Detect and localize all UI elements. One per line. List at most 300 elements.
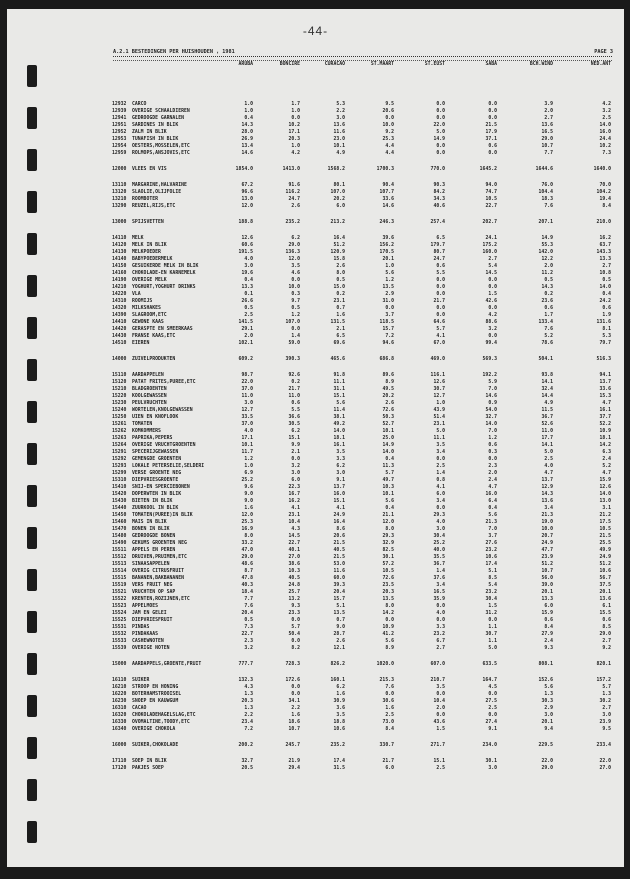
table-row-total — [7, 166, 624, 173]
cell-value: 89.6 — [382, 373, 394, 378]
cell-value: 69.6 — [333, 341, 345, 346]
cell-value: 14.4 — [541, 394, 553, 399]
cell-value: 8.5 — [602, 625, 611, 630]
cell-value: 390.3 — [285, 357, 300, 362]
row-label: SUIKER,CHOKOLADE — [132, 743, 179, 748]
row-label: TUNAFISH IN BLIK — [132, 137, 179, 142]
row-label: STROOP EN HONING — [132, 685, 179, 690]
cell-value: 47.7 — [541, 548, 553, 553]
cell-value: 2.5 — [544, 457, 553, 462]
cell-value: 9.2 — [385, 130, 394, 135]
row-label: TOMATEN(PUREE)IN BLIK — [132, 513, 193, 518]
cell-value: 59.0 — [288, 341, 300, 346]
cell-value: 22.0 — [541, 759, 553, 764]
row-code: 15515 — [112, 576, 127, 581]
cell-value: 3.5 — [436, 685, 445, 690]
cell-value: 4.3 — [291, 527, 300, 532]
table-row — [7, 277, 624, 284]
row-code: 13210 — [112, 197, 127, 202]
cell-value: 6.0 — [544, 604, 553, 609]
row-label: GEDROOGDE GARNALEN — [132, 116, 184, 121]
cell-value: 82.5 — [382, 548, 394, 553]
cell-value: 55.3 — [541, 243, 553, 248]
cell-value: 2.4 — [488, 478, 497, 483]
cell-value: 0.0 — [488, 102, 497, 107]
cell-value: 25.3 — [241, 520, 253, 525]
cell-value: 4.7 — [488, 485, 497, 490]
cell-value: 1854.0 — [235, 167, 253, 172]
cell-value: 24.9 — [599, 555, 611, 560]
cell-value: 29.3 — [433, 513, 445, 518]
table-row — [7, 256, 624, 263]
cell-value: 15.1 — [333, 394, 345, 399]
cell-value: 5.2 — [602, 464, 611, 469]
table-row — [7, 684, 624, 691]
cell-value: 7.6 — [544, 327, 553, 332]
row-label: DOPERWTEN IN BLIK — [132, 492, 182, 497]
row-label: MILKSHAKES — [132, 306, 161, 311]
row-code: 15512 — [112, 555, 127, 560]
cell-value: 10.3 — [382, 485, 394, 490]
cell-value: 192.2 — [482, 373, 497, 378]
cell-value: 16.1 — [599, 408, 611, 413]
cell-value: 8.1 — [602, 327, 611, 332]
cell-value: 76.0 — [541, 183, 553, 188]
row-code: 15000 — [112, 662, 127, 667]
cell-value: 3.0 — [244, 264, 253, 269]
column-header: ST.MAART — [370, 62, 394, 67]
cell-value: 13.0 — [241, 197, 253, 202]
cell-value: 0.6 — [291, 401, 300, 406]
cell-value: 94.1 — [599, 373, 611, 378]
cell-value: 91.8 — [333, 373, 345, 378]
cell-value: 12.6 — [433, 380, 445, 385]
cell-value: 19.6 — [241, 271, 253, 276]
cell-value: 49.2 — [333, 422, 345, 427]
cell-value: 5.7 — [436, 327, 445, 332]
cell-value: 7.6 — [244, 604, 253, 609]
table-row — [7, 312, 624, 319]
row-code: 15533 — [112, 639, 127, 644]
cell-value: 38.6 — [288, 562, 300, 567]
cell-value: 16.0 — [485, 492, 497, 497]
cell-value: 26.6 — [241, 299, 253, 304]
cell-value: 20.1 — [541, 590, 553, 595]
cell-value: 3.0 — [544, 713, 553, 718]
cell-value: 2.6 — [291, 204, 300, 209]
row-code: 12932 — [112, 102, 127, 107]
row-label: AARDAPPELS,GROENTE,FRUIT — [132, 662, 202, 667]
cell-value: 142.0 — [538, 250, 553, 255]
cell-value: 7.0 — [488, 429, 497, 434]
cell-value: 5.4 — [488, 583, 497, 588]
cell-value: 31.5 — [333, 766, 345, 771]
cell-value: 1.6 — [291, 713, 300, 718]
cell-value: 10.7 — [288, 727, 300, 732]
row-code: 15450 — [112, 513, 127, 518]
cell-value: 465.6 — [330, 357, 345, 362]
cell-value: 1.6 — [385, 706, 394, 711]
cell-value: 0.0 — [385, 692, 394, 697]
cell-value: 23.9 — [541, 555, 553, 560]
cell-value: 27.9 — [541, 632, 553, 637]
cell-value: 5.1 — [336, 604, 345, 609]
cell-value: 14.9 — [433, 137, 445, 142]
row-label: KRENTEN,ROZIJNEN,ETC — [132, 597, 190, 602]
cell-value: 0.5 — [244, 306, 253, 311]
cell-value: 2.0 — [544, 264, 553, 269]
cell-value: 14.5 — [288, 534, 300, 539]
cell-value: 23.1 — [288, 513, 300, 518]
row-label: SPECERIJGEWASSEN — [132, 450, 179, 455]
cell-value: 20.7 — [541, 534, 553, 539]
cell-value: 23.2 — [485, 590, 497, 595]
cell-value: 99.4 — [485, 341, 497, 346]
table-row-total — [7, 742, 624, 749]
cell-value: 0.0 — [488, 278, 497, 283]
cell-value: 11.1 — [333, 380, 345, 385]
cell-value: 1.0 — [291, 109, 300, 114]
cell-value: 7.6 — [385, 685, 394, 690]
header-rule — [113, 56, 612, 61]
cell-value: 8.9 — [385, 380, 394, 385]
row-label: OVERIG CITRUSFRUIT — [132, 569, 184, 574]
cell-value: 14.0 — [382, 450, 394, 455]
cell-value: 10.0 — [288, 285, 300, 290]
cell-value: 0.0 — [436, 313, 445, 318]
cell-value: 52.7 — [382, 422, 394, 427]
cell-value: 2.9 — [544, 706, 553, 711]
table-row — [7, 122, 624, 129]
cell-value: 27.0 — [288, 555, 300, 560]
cell-value: 777.7 — [238, 662, 253, 667]
cell-value: 60.0 — [333, 576, 345, 581]
cell-value: 10.0 — [382, 123, 394, 128]
cell-value: 210.0 — [596, 220, 611, 225]
cell-value: 21.5 — [599, 534, 611, 539]
cell-value: 51.2 — [541, 562, 553, 567]
cell-value: 14.5 — [485, 271, 497, 276]
cell-value: 141.5 — [238, 320, 253, 325]
row-code: 14000 — [112, 357, 127, 362]
column-header: ARUBA — [238, 62, 253, 67]
cell-value: 609.2 — [238, 357, 253, 362]
cell-value: 10.1 — [382, 429, 394, 434]
row-code: 12953 — [112, 137, 127, 142]
cell-value: 47.0 — [241, 548, 253, 553]
cell-value: 4.4 — [385, 151, 394, 156]
cell-value: 215.3 — [379, 678, 394, 683]
cell-value: 0.5 — [244, 618, 253, 623]
cell-value: 30.4 — [485, 597, 497, 602]
cell-value: 4.0 — [436, 611, 445, 616]
row-code: 15514 — [112, 569, 127, 574]
cell-value: 12.1 — [333, 646, 345, 651]
cell-value: 160.1 — [330, 678, 345, 683]
row-code: 12959 — [112, 151, 127, 156]
cell-value: 0.6 — [436, 264, 445, 269]
row-label: JAM EN GELEI — [132, 611, 167, 616]
cell-value: 6.4 — [488, 499, 497, 504]
cell-value: 504.1 — [538, 357, 553, 362]
cell-value: 14.3 — [541, 285, 553, 290]
cell-value: 0.5 — [291, 306, 300, 311]
cell-value: 36.7 — [541, 415, 553, 420]
cell-value: 37.7 — [599, 415, 611, 420]
row-label: KOMKOMMERS — [132, 429, 161, 434]
cell-value: 16.2 — [288, 499, 300, 504]
row-code: 15470 — [112, 527, 127, 532]
cell-value: 6.2 — [291, 429, 300, 434]
cell-value: 2.5 — [436, 464, 445, 469]
cell-value: 21.5 — [333, 555, 345, 560]
cell-value: 57.2 — [382, 562, 394, 567]
row-code: 12939 — [112, 109, 127, 114]
cell-value: 20.5 — [241, 766, 253, 771]
table-row-total — [7, 219, 624, 226]
cell-value: 37.0 — [241, 422, 253, 427]
table-row — [7, 150, 624, 157]
cell-value: 23.2 — [433, 632, 445, 637]
cell-value: 233.4 — [596, 743, 611, 748]
row-label: CASHEWNOTEN — [132, 639, 164, 644]
cell-value: 1.1 — [488, 639, 497, 644]
row-label: GEMENGDE GROENTEN — [132, 457, 182, 462]
cell-value: 7.2 — [244, 727, 253, 732]
cell-value: 0.2 — [336, 292, 345, 297]
row-label: MELK — [132, 236, 144, 241]
cell-value: 1.6 — [336, 313, 345, 318]
cell-value: 96.6 — [241, 190, 253, 195]
cell-value: 20.6 — [382, 109, 394, 114]
cell-value: 3.5 — [336, 450, 345, 455]
cell-value: 6.0 — [385, 766, 394, 771]
cell-value: 2.0 — [244, 334, 253, 339]
table-row — [7, 203, 624, 210]
cell-value: 29.0 — [288, 243, 300, 248]
cell-value: 0.0 — [436, 102, 445, 107]
cell-value: 20.2 — [333, 197, 345, 202]
row-label: SOEP IN BLIK — [132, 759, 167, 764]
row-code: 13120 — [112, 190, 127, 195]
row-code: 14110 — [112, 236, 127, 241]
cell-value: 7.2 — [385, 334, 394, 339]
cell-value: 11.0 — [288, 394, 300, 399]
cell-value: 15.8 — [333, 257, 345, 262]
cell-value: 32.4 — [541, 387, 553, 392]
cell-value: 0.2 — [291, 380, 300, 385]
column-header: SABA — [485, 62, 497, 67]
cell-value: 12.6 — [599, 485, 611, 490]
cell-value: 18.8 — [333, 720, 345, 725]
cell-value: 4.2 — [488, 313, 497, 318]
cell-value: 19.4 — [599, 197, 611, 202]
document-page — [7, 9, 624, 867]
row-code: 16320 — [112, 713, 127, 718]
cell-value: 3.2 — [602, 109, 611, 114]
cell-value: 8.9 — [385, 646, 394, 651]
cell-value: 10.2 — [288, 123, 300, 128]
cell-value: 12.7 — [241, 408, 253, 413]
cell-value: 4.0 — [544, 464, 553, 469]
cell-value: 13.5 — [382, 597, 394, 602]
cell-value: 6.2 — [336, 685, 345, 690]
cell-value: 1640.0 — [593, 167, 611, 172]
cell-value: 0.0 — [488, 457, 497, 462]
row-label: PATAT FRITES,PUREE,ETC — [132, 380, 196, 385]
cell-value: 31.1 — [333, 387, 345, 392]
row-label: GEKUMS GROENTEN NEG — [132, 541, 187, 546]
table-row — [7, 624, 624, 631]
row-code: 15532 — [112, 632, 127, 637]
cell-value: 6.0 — [291, 478, 300, 483]
row-label: MELKPOEDER — [132, 250, 161, 255]
row-label: GESUIKERDE MELK IN BLIK — [132, 264, 199, 269]
row-code: 14140 — [112, 257, 127, 262]
cell-value: 9.0 — [244, 492, 253, 497]
row-code: 15513 — [112, 562, 127, 567]
cell-value: 24.7 — [433, 257, 445, 262]
cell-value: 0.0 — [436, 692, 445, 697]
row-code: 15293 — [112, 464, 127, 469]
table-row — [7, 498, 624, 505]
table-row — [7, 698, 624, 705]
cell-value: 8.2 — [291, 646, 300, 651]
cell-value: 20.6 — [333, 534, 345, 539]
cell-value: 3.4 — [436, 450, 445, 455]
cell-value: 30.2 — [599, 699, 611, 704]
cell-value: 13.5 — [333, 611, 345, 616]
cell-value: 88.6 — [485, 320, 497, 325]
cell-value: 40.6 — [433, 204, 445, 209]
cell-value: 90.4 — [382, 183, 394, 188]
row-label: SLAOLIE,OLIJFOLIE — [132, 190, 182, 195]
cell-value: 16.2 — [599, 236, 611, 241]
cell-value: 5.6 — [385, 639, 394, 644]
row-label: DIEPVRIESGROENTE — [132, 478, 179, 483]
row-label: ZALM IN BLIK — [132, 130, 167, 135]
cell-value: 6.3 — [602, 450, 611, 455]
cell-value: 1.0 — [244, 109, 253, 114]
cell-value: 25.3 — [382, 137, 394, 142]
cell-value: 35.9 — [433, 597, 445, 602]
cell-value: 93.8 — [541, 373, 553, 378]
cell-value: 2.7 — [544, 116, 553, 121]
cell-value: 17.4 — [485, 562, 497, 567]
cell-value: 41.2 — [382, 632, 394, 637]
cell-value: 3.2 — [488, 327, 497, 332]
row-code: 15522 — [112, 597, 127, 602]
cell-value: 0.9 — [488, 401, 497, 406]
cell-value: 0.5 — [602, 278, 611, 283]
row-label: FRANSE KAAS,ETC — [132, 334, 176, 339]
row-label: CHOKOLADEHAGELSLAG,ETC — [132, 713, 196, 718]
row-label: PAKJES SOEP — [132, 766, 164, 771]
row-code: 15440 — [112, 506, 127, 511]
cell-value: 0.0 — [291, 116, 300, 121]
cell-value: 21.7 — [288, 387, 300, 392]
row-code: 14190 — [112, 278, 127, 283]
cell-value: 91.6 — [288, 183, 300, 188]
cell-value: 0.0 — [291, 639, 300, 644]
row-code: 15120 — [112, 380, 127, 385]
cell-value: 172.6 — [285, 678, 300, 683]
table-row — [7, 554, 624, 561]
row-code: 15519 — [112, 583, 127, 588]
row-code: 15420 — [112, 492, 127, 497]
cell-value: 1.5 — [488, 292, 497, 297]
cell-value: 3.6 — [336, 706, 345, 711]
cell-value: 0.0 — [436, 151, 445, 156]
cell-value: 34.1 — [288, 699, 300, 704]
cell-value: 20.4 — [333, 590, 345, 595]
cell-value: 229.5 — [538, 743, 553, 748]
cell-value: 67.0 — [433, 341, 445, 346]
table-row — [7, 407, 624, 414]
cell-value: 26.9 — [241, 137, 253, 142]
row-label: BLADGROENTEN — [132, 387, 167, 392]
row-code: 14390 — [112, 313, 127, 318]
cell-value: 40.5 — [288, 576, 300, 581]
cell-value: 9.1 — [488, 727, 497, 732]
table-row — [7, 115, 624, 122]
cell-value: 0.4 — [244, 116, 253, 121]
cell-value: 30.4 — [433, 534, 445, 539]
cell-value: 49.7 — [382, 478, 394, 483]
cell-value: 20.4 — [241, 611, 253, 616]
cell-value: 9.2 — [602, 646, 611, 651]
cell-value: 12.9 — [541, 485, 553, 490]
cell-value: 17.5 — [599, 520, 611, 525]
cell-value: 4.1 — [436, 334, 445, 339]
table-row — [7, 610, 624, 617]
cell-value: 0.0 — [291, 685, 300, 690]
cell-value: 25.0 — [382, 436, 394, 441]
cell-value: 9.0 — [244, 499, 253, 504]
cell-value: 1.3 — [544, 692, 553, 697]
column-header: CURACAO — [324, 62, 345, 67]
cell-value: 5.5 — [436, 271, 445, 276]
cell-value: 30.1 — [382, 555, 394, 560]
row-label: CHOKOLADE-EN KARNEMELK — [132, 271, 196, 276]
cell-value: 4.0 — [436, 520, 445, 525]
cell-value: 23.4 — [241, 720, 253, 725]
cell-value: 14.0 — [333, 429, 345, 434]
cell-value: 17.1 — [241, 436, 253, 441]
table-row — [7, 379, 624, 386]
cell-value: 0.0 — [488, 109, 497, 114]
cell-value: 0.0 — [385, 116, 394, 121]
cell-value: 10.1 — [382, 492, 394, 497]
cell-value: 5.2 — [544, 334, 553, 339]
cell-value: 1.2 — [488, 436, 497, 441]
table-row — [7, 136, 624, 143]
cell-value: 20.2 — [382, 394, 394, 399]
row-code: 16000 — [112, 743, 127, 748]
cell-value: 29.1 — [241, 327, 253, 332]
table-row — [7, 631, 624, 638]
row-code: 12954 — [112, 144, 127, 149]
cell-value: 23.3 — [288, 611, 300, 616]
row-code: 15430 — [112, 499, 127, 504]
cell-value: 6.2 — [291, 236, 300, 241]
row-code: 14150 — [112, 264, 127, 269]
cell-value: 4.2 — [602, 102, 611, 107]
table-row — [7, 129, 624, 136]
cell-value: 94.0 — [485, 183, 497, 188]
cell-value: 11.1 — [433, 436, 445, 441]
cell-value: 23.1 — [433, 422, 445, 427]
